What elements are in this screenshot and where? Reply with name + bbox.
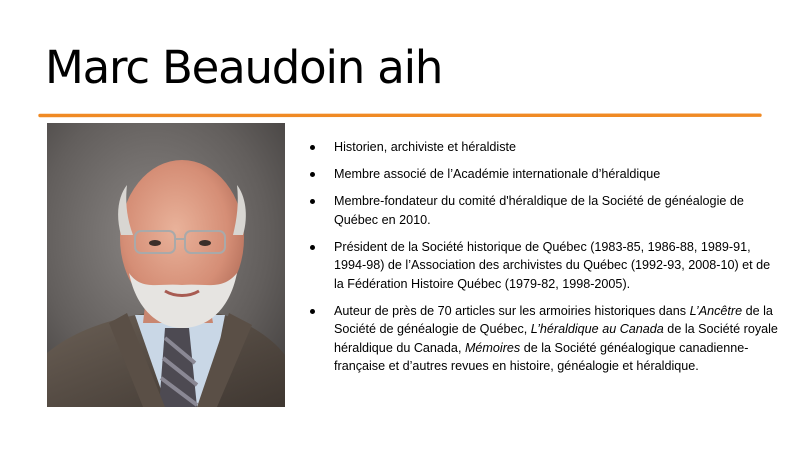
bullet-item [310,302,780,376]
title-underline [38,112,762,119]
portrait-illustration [47,123,285,407]
bullet-dot-icon [310,172,315,177]
bullet-dot-icon [310,309,315,314]
bullet-text: Membre-fondateur du comité d'héraldique de la Société de généalogie de Québec en 2010. [334,194,744,227]
bullet-text: Président de la Société historique de Québec (1983-85, 1986-88, 1989-91, 1994-98) de l’Association des archivistes du Québec (1992-93, 2008-10) et de la Fédération Histoire Québec (1979-82, 1998-2005). [334,239,771,291]
bullet-list [310,138,780,384]
bullet-italic-text: Mémoires [464,340,521,355]
portrait-photo [47,123,285,407]
bullet-text: de la Société royale héraldique du Canada, [334,322,778,355]
bullet-dot-icon [310,145,315,150]
bullet-item [310,192,780,229]
bullet-italic-text: L’héraldique au Canada [530,322,664,336]
slide-title: Marc Beaudoin aih [45,41,443,94]
bullet-text: Historien, archiviste et héraldiste [334,140,516,154]
bullet-text: Auteur de près de 70 articles sur les armoiries historiques dans [334,303,690,318]
bullet-dot-icon [310,199,315,204]
bullet-item [310,138,780,157]
bullet-italic-text: L’Ancêtre [689,303,743,318]
bullet-text: Membre associé de l’Académie internationale d’héraldique [334,167,661,181]
bullet-text: de la Société de généalogie de Québec, [334,303,773,336]
bullet-dot-icon [310,245,315,250]
bullet-item [310,238,780,294]
bullet-item [310,165,780,184]
bullet-text: de la Société généalogique canadienne-française et d’autres revues en histoire, généalogie et héraldique. [334,340,749,373]
